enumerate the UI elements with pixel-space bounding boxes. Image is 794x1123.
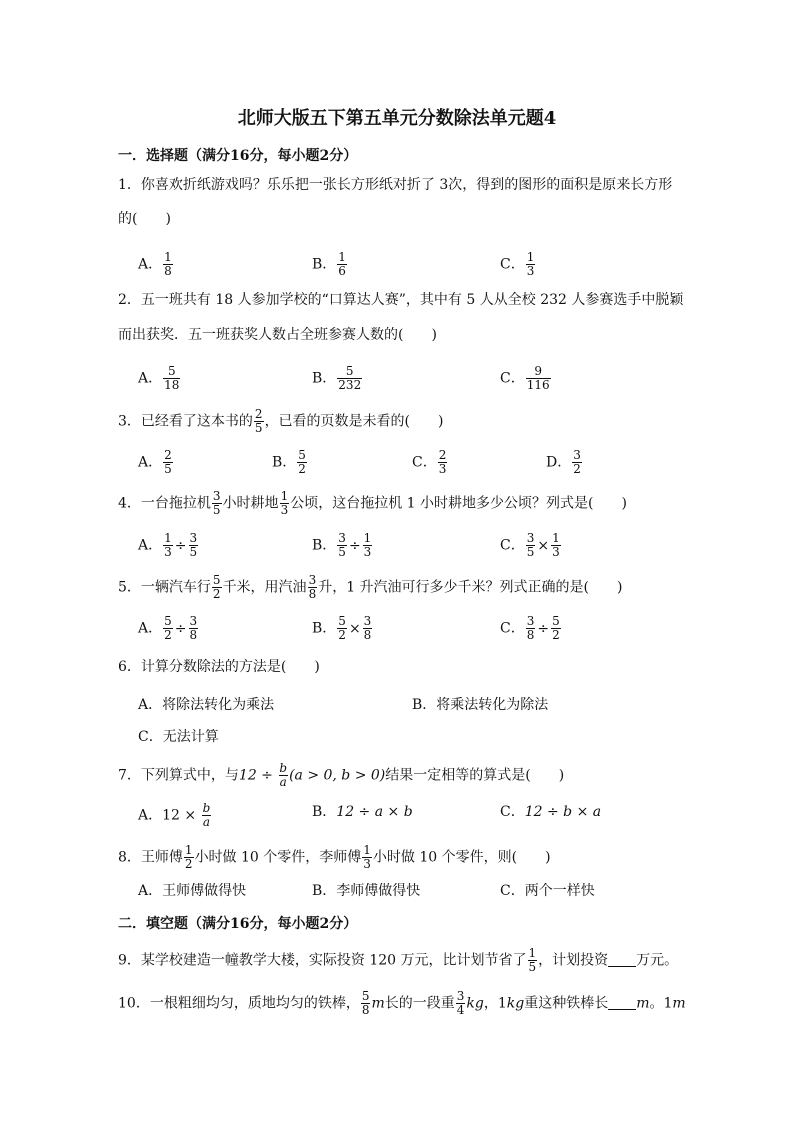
q1-option-a[interactable] [138, 251, 174, 278]
fraction: $\frac{2}{3}$ [438, 448, 447, 476]
fraction: $\frac{3}{5}$ [338, 531, 346, 559]
fraction: $\frac{5}{2}$ [552, 614, 560, 642]
q1-option-c[interactable] [500, 251, 536, 278]
fraction: $\frac{3}{8}$ [363, 614, 372, 642]
q6-option-c[interactable]: C．无法计算 [138, 729, 219, 745]
q5-option-a[interactable]: A． $\frac{5}{2}$ ÷ $\frac{3}{8}$ [138, 614, 198, 642]
q3-option-c[interactable] [412, 449, 448, 476]
fraction: $\frac{3}{2}$ [573, 448, 581, 476]
q3-option-a[interactable] [138, 449, 174, 476]
fraction: $\frac{1}{3}$ [363, 843, 371, 871]
question-6: 6．计算分数除法的方法是( ) [118, 659, 320, 675]
q7-option-a[interactable]: A．12 × $\frac{b}{a}$ [138, 801, 211, 829]
question-2-line-2: 而出获奖．五一班获奖人数占全班参赛人数的( ) [118, 327, 437, 343]
question-4: 4．一台拖拉机 $\frac{3}{5}$ 小时耕地 $\frac{1}{3}$ 公顷，这台拖拉机 1 小时耕地多少公顷？列式是( ) [118, 489, 627, 517]
option-label: B． [312, 620, 337, 637]
q4-option-b[interactable]: B． $\frac{3}{5}$ ÷ $\frac{1}{3}$ [312, 531, 372, 559]
option-label: D． [546, 454, 572, 471]
fraction: $\frac{5}{2}$ [212, 573, 221, 601]
fraction: $\frac{5}{2}$ [164, 614, 172, 642]
question-7: 7．下列算式中，与12 ÷ $\frac{b}{a}$ (a > 0, b > 0)结果一定相等的算式是( ) [118, 761, 565, 789]
q5-option-c[interactable]: C． $\frac{3}{8}$ ÷ $\frac{5}{2}$ [500, 614, 560, 642]
fraction: $\frac{3}{5}$ [189, 531, 198, 559]
option-label: A． [138, 454, 163, 471]
option-label: C． [412, 454, 437, 471]
option-label: A． [138, 537, 163, 554]
answer-blank[interactable] [608, 966, 636, 967]
fraction: $\frac{3}{8}$ [189, 614, 198, 642]
question-2-line-1: 2．五一班共有 18 人参加学校的“口算达人赛”，其中有 5 人从全校 232 人参赛选手中脱颖 [118, 292, 684, 308]
fraction: $\frac{b}{a}$ [202, 801, 211, 829]
question-8: 8．王师傅 $\frac{1}{2}$ 小时做 10 个零件，李师傅 $\frac{1}{3}$ 小时做 10 个零件，则( ) [118, 843, 551, 871]
option-label: B． [272, 454, 297, 471]
option-label: A． [138, 370, 163, 387]
section-heading-choice: 一．选择题（满分16分，每小题2分） [118, 148, 358, 164]
fraction: $\frac{9}{116}$ [526, 364, 550, 392]
q6-option-b[interactable]: B．将乘法转化为除法 [412, 697, 549, 713]
question-5: 5．一辆汽车行 $\frac{5}{2}$ 千米，用汽油 $\frac{3}{8}$ 升，1 升汽油可行多少千米？列式正确的是( ) [118, 573, 623, 601]
q4-option-a[interactable]: A． $\frac{1}{3}$ ÷ $\frac{3}{5}$ [138, 531, 198, 559]
fraction: $\frac{5}{8}$ [361, 989, 370, 1017]
fraction: $\frac{5}{18}$ [164, 364, 180, 392]
q7-option-c[interactable]: C．12 ÷ b × a [500, 804, 602, 820]
option-label: B． [312, 256, 337, 273]
q3-option-d[interactable] [546, 449, 583, 476]
answer-blank[interactable] [608, 1009, 636, 1010]
option-label: B． [312, 370, 337, 387]
fraction: $\frac{3}{4}$ [456, 989, 465, 1017]
fraction: $\frac{1}{3}$ [280, 489, 289, 517]
option-label: B． [312, 537, 337, 554]
fraction: $\frac{1}{3}$ [363, 531, 372, 559]
q2-option-b[interactable] [312, 365, 363, 392]
question-9: 9．某学校建造一幢教学大楼，实际投资 120 万元，比计划节省了 $\frac{1}{5}$ ，计划投资 万元。 [118, 946, 679, 974]
question-3: 3．已经看了这本书的 $\frac{2}{5}$ ，已看的页数是未看的( ) [118, 407, 444, 435]
fraction: $\frac{1}{3}$ [552, 531, 560, 559]
fraction: $\frac{1}{2}$ [184, 843, 193, 871]
fraction: $\frac{1}{8}$ [164, 250, 172, 278]
option-label: C． [500, 370, 525, 387]
fraction: $\frac{3}{8}$ [526, 614, 535, 642]
option-label: B． [312, 804, 337, 820]
fraction: $\frac{1}{3}$ [164, 531, 172, 559]
option-label: C． [500, 804, 525, 820]
option-label: C． [500, 256, 525, 273]
q8-option-a[interactable]: A．王师傅做得快 [138, 883, 247, 899]
option-label: A． [138, 256, 163, 273]
fraction: $\frac{1}{6}$ [338, 250, 346, 278]
q5-option-b[interactable]: B． $\frac{5}{2}$ × $\frac{3}{8}$ [312, 614, 372, 642]
fraction: $\frac{3}{5}$ [526, 531, 535, 559]
option-label: A． [138, 807, 163, 824]
fraction: $\frac{3}{5}$ [212, 489, 221, 517]
q3-option-b[interactable] [272, 449, 308, 476]
fraction: $\frac{5}{232}$ [338, 364, 362, 392]
q8-option-b[interactable]: B．李师傅做得快 [312, 883, 421, 899]
fraction: $\frac{2}{5}$ [164, 448, 172, 476]
q1-option-b[interactable] [312, 251, 348, 278]
fraction: $\frac{5}{2}$ [298, 448, 306, 476]
option-label: C． [500, 537, 525, 554]
question-1-line-2: 的( ) [118, 211, 171, 227]
option-label: C． [500, 620, 525, 637]
fraction: $\frac{3}{8}$ [308, 573, 317, 601]
question-10: 10．一根粗细均匀，质地均匀的铁棒， $\frac{5}{8}$ m长的一段重 $\frac{3}{4}$ kg，1kg重这种铁棒长 m。1m [118, 989, 686, 1017]
q2-option-a[interactable] [138, 365, 181, 392]
q4-option-c[interactable]: C． $\frac{3}{5}$ × $\frac{1}{3}$ [500, 531, 560, 559]
q6-option-a[interactable]: A．将除法转化为乘法 [138, 697, 275, 713]
page-title: 北师大版五下第五单元分数除法单元题4 [237, 108, 557, 129]
q8-option-c[interactable]: C．两个一样快 [500, 883, 595, 899]
q2-option-c[interactable] [500, 365, 552, 392]
fraction: $\frac{2}{5}$ [254, 407, 263, 435]
question-1-line-1: 1．你喜欢折纸游戏吗？乐乐把一张长方形纸对折了 3次，得到的图形的面积是原来长方形 [118, 177, 673, 193]
q7-option-b[interactable]: B．12 ÷ a × b [312, 804, 413, 820]
section-heading-fill: 二．填空题（满分16分，每小题2分） [118, 916, 358, 932]
fraction: $\frac{1}{5}$ [528, 946, 537, 974]
option-label: A． [138, 620, 163, 637]
fraction: $\frac{1}{3}$ [526, 250, 535, 278]
fraction: $\frac{5}{2}$ [338, 614, 346, 642]
fraction: $\frac{b}{a}$ [279, 761, 288, 789]
